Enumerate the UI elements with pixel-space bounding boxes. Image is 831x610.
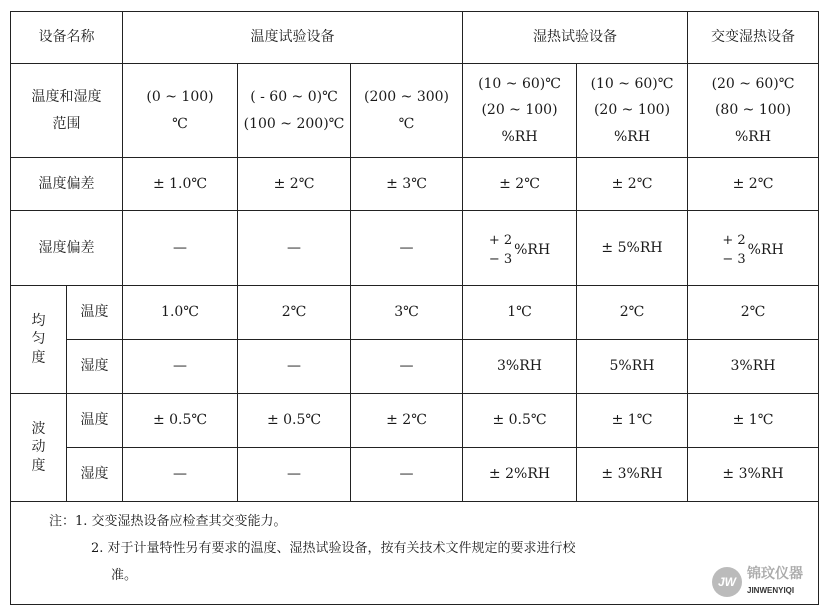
cell: — [123, 448, 238, 502]
group-label: 均匀度 [11, 286, 67, 394]
cell: ± 2%RH [463, 448, 577, 502]
cell: ± 0.5℃ [123, 394, 238, 448]
cell: (10 ~ 60)℃ (20 ~ 100) %RH [577, 64, 688, 158]
cell: ± 2℃ [351, 394, 463, 448]
note-2-cont: 准。 [111, 568, 138, 583]
temp-deviation-row [11, 158, 819, 211]
cell: ± 2℃ [577, 158, 688, 211]
watermark-en: JINWENYIQI [747, 586, 795, 595]
cell: 2℃ [238, 286, 351, 340]
cell: ± 1℃ [688, 394, 819, 448]
cell: ± 5%RH [577, 211, 688, 286]
cell: 2℃ [577, 286, 688, 340]
row-label: 温度和湿度范围 [11, 64, 123, 158]
row-label: 温度偏差 [11, 158, 123, 211]
cell: — [351, 448, 463, 502]
cell: ± 1℃ [577, 394, 688, 448]
fluctuation-humid-row [11, 448, 819, 502]
cell: ± 2℃ [688, 158, 819, 211]
header-humid-heat-equipment: 湿热试验设备 [463, 12, 688, 64]
cell: 3%RH [688, 340, 819, 394]
spec-table [10, 11, 819, 605]
cell: 3%RH [463, 340, 577, 394]
cell: — [123, 340, 238, 394]
cell: ( - 60 ~ 0)℃ (100 ~ 200)℃ [238, 64, 351, 158]
cell: 5%RH [577, 340, 688, 394]
watermark-cn: 锦玟仪器 [747, 566, 803, 582]
cell: ± 1.0℃ [123, 158, 238, 211]
cell: (200 ~ 300) ℃ [351, 64, 463, 158]
notes [11, 502, 819, 605]
cell: — [351, 211, 463, 286]
cell: ± 3℃ [351, 158, 463, 211]
row-label: 湿度偏差 [11, 211, 123, 286]
uniformity-humid-row [11, 340, 819, 394]
logo-icon: JW [712, 567, 742, 597]
note-1: 注：1. 交变湿热设备应检查其交变能力。 [49, 514, 287, 529]
group-label: 波动度 [11, 394, 67, 502]
uniformity-temp-row [11, 286, 819, 340]
cell: — [351, 340, 463, 394]
cell: — [238, 448, 351, 502]
cell: (0 ~ 100) ℃ [123, 64, 238, 158]
cell: + 2 − 3 %RH [688, 211, 819, 286]
cell: ± 2℃ [238, 158, 351, 211]
cell: ± 2℃ [463, 158, 577, 211]
cell: ± 0.5℃ [463, 394, 577, 448]
watermark-logo [712, 566, 816, 600]
note-2: 2. 对于计量特性另有要求的温度、湿热试验设备，按有关技术文件规定的要求进行校 [91, 541, 576, 556]
cell: 2℃ [688, 286, 819, 340]
sub-label: 温度 [67, 394, 123, 448]
sub-label: 湿度 [67, 448, 123, 502]
sub-label: 温度 [67, 286, 123, 340]
cell: 3℃ [351, 286, 463, 340]
cell: 1.0℃ [123, 286, 238, 340]
range-row [11, 64, 819, 158]
cell: — [238, 340, 351, 394]
notes-row [11, 502, 819, 605]
cell: — [123, 211, 238, 286]
header-name: 设备名称 [11, 12, 123, 64]
cell: ± 3%RH [688, 448, 819, 502]
cell: — [238, 211, 351, 286]
header-alt-humid-heat: 交变湿热设备 [688, 12, 819, 64]
cell: (20 ~ 60)℃ (80 ~ 100) %RH [688, 64, 819, 158]
fluctuation-temp-row [11, 394, 819, 448]
humid-deviation-row [11, 211, 819, 286]
cell: ± 3%RH [577, 448, 688, 502]
sub-label: 湿度 [67, 340, 123, 394]
cell: + 2 − 3 %RH [463, 211, 577, 286]
cell: ± 0.5℃ [238, 394, 351, 448]
cell: 1℃ [463, 286, 577, 340]
header-temp-equipment: 温度试验设备 [123, 12, 463, 64]
cell: (10 ~ 60)℃ (20 ~ 100) %RH [463, 64, 577, 158]
